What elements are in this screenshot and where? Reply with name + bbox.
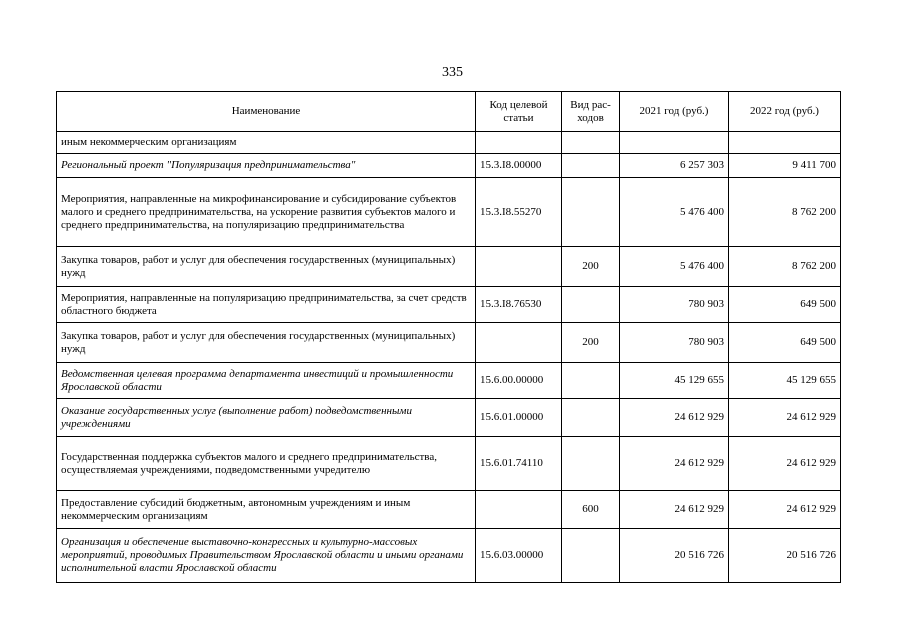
- row-2021: 24 612 929: [620, 399, 729, 437]
- page-number: 335: [442, 65, 463, 80]
- row-2021: 6 257 303: [620, 154, 729, 178]
- table-header-row: [57, 92, 841, 132]
- table-row: [57, 132, 841, 154]
- header-code: Код целевой статьи: [476, 92, 562, 132]
- row-code: [476, 491, 562, 529]
- row-kind: [562, 287, 620, 323]
- row-kind: [562, 132, 620, 154]
- header-2022: 2022 год (руб.): [729, 92, 841, 132]
- table-row: [57, 323, 841, 363]
- row-code: 15.6.01.00000: [476, 399, 562, 437]
- row-2022: 649 500: [729, 323, 841, 363]
- row-code: 15.3.I8.00000: [476, 154, 562, 178]
- row-name: иным некоммерческим организациям: [57, 132, 476, 154]
- row-2021: 5 476 400: [620, 178, 729, 247]
- row-name: Государственная поддержка субъектов малого и среднего предпринимательства, осуществляемая учреждениями, подведомственными учредителю: [57, 437, 476, 491]
- row-2022: 24 612 929: [729, 399, 841, 437]
- row-code: 15.6.01.74110: [476, 437, 562, 491]
- row-kind: [562, 399, 620, 437]
- row-code: [476, 132, 562, 154]
- header-kind: Вид рас-ходов: [562, 92, 620, 132]
- row-2021: 24 612 929: [620, 491, 729, 529]
- row-name: Ведомственная целевая программа департамента инвестиций и промышленности Ярославской области: [57, 363, 476, 399]
- row-name: Оказание государственных услуг (выполнение работ) подведомственными учреждениями: [57, 399, 476, 437]
- row-kind: [562, 154, 620, 178]
- row-2021: 24 612 929: [620, 437, 729, 491]
- table-row: [57, 363, 841, 399]
- row-code: 15.6.00.00000: [476, 363, 562, 399]
- row-2022: 8 762 200: [729, 178, 841, 247]
- row-2021: 5 476 400: [620, 247, 729, 287]
- row-kind: [562, 529, 620, 583]
- row-name: Организация и обеспечение выставочно-конгрессных и культурно-массовых мероприятий, проводимых Правительством Ярославской области и иными органами исполнительной власти Ярославской области: [57, 529, 476, 583]
- row-2022: 24 612 929: [729, 437, 841, 491]
- row-name: Закупка товаров, работ и услуг для обеспечения государственных (муниципальных) нужд: [57, 323, 476, 363]
- row-2021: 45 129 655: [620, 363, 729, 399]
- table-row: [57, 247, 841, 287]
- row-2021: 20 516 726: [620, 529, 729, 583]
- table-row: [57, 529, 841, 583]
- row-2022: 649 500: [729, 287, 841, 323]
- row-code: [476, 323, 562, 363]
- table-row: [57, 437, 841, 491]
- row-name: Предоставление субсидий бюджетным, автономным учреждениям и иным некоммерческим организациям: [57, 491, 476, 529]
- row-name: Мероприятия, направленные на популяризацию предпринимательства, за счет средств областного бюджета: [57, 287, 476, 323]
- table-row: [57, 491, 841, 529]
- row-kind: [562, 363, 620, 399]
- budget-table: [56, 91, 841, 583]
- row-2021: 780 903: [620, 323, 729, 363]
- row-2021: 780 903: [620, 287, 729, 323]
- row-code: 15.3.I8.55270: [476, 178, 562, 247]
- table-row: [57, 154, 841, 178]
- header-2021: 2021 год (руб.): [620, 92, 729, 132]
- row-name: Мероприятия, направленные на микрофинансирование и субсидирование субъектов малого и среднего предпринимательства, на ускорение развития субъектов малого и среднего предпринимательства, на популяризацию предпринимательства: [57, 178, 476, 247]
- row-name: Региональный проект "Популяризация предпринимательства": [57, 154, 476, 178]
- table-row: [57, 399, 841, 437]
- row-kind: 200: [562, 247, 620, 287]
- row-kind: [562, 437, 620, 491]
- row-2022: 45 129 655: [729, 363, 841, 399]
- row-2022: 24 612 929: [729, 491, 841, 529]
- row-2022: 9 411 700: [729, 154, 841, 178]
- row-name: Закупка товаров, работ и услуг для обеспечения государственных (муниципальных) нужд: [57, 247, 476, 287]
- row-kind: 200: [562, 323, 620, 363]
- row-code: 15.3.I8.76530: [476, 287, 562, 323]
- row-kind: [562, 178, 620, 247]
- table-row: [57, 287, 841, 323]
- row-2021: [620, 132, 729, 154]
- table-row: [57, 178, 841, 247]
- header-name: Наименование: [57, 92, 476, 132]
- row-code: [476, 247, 562, 287]
- row-kind: 600: [562, 491, 620, 529]
- row-2022: [729, 132, 841, 154]
- row-2022: 20 516 726: [729, 529, 841, 583]
- row-code: 15.6.03.00000: [476, 529, 562, 583]
- row-2022: 8 762 200: [729, 247, 841, 287]
